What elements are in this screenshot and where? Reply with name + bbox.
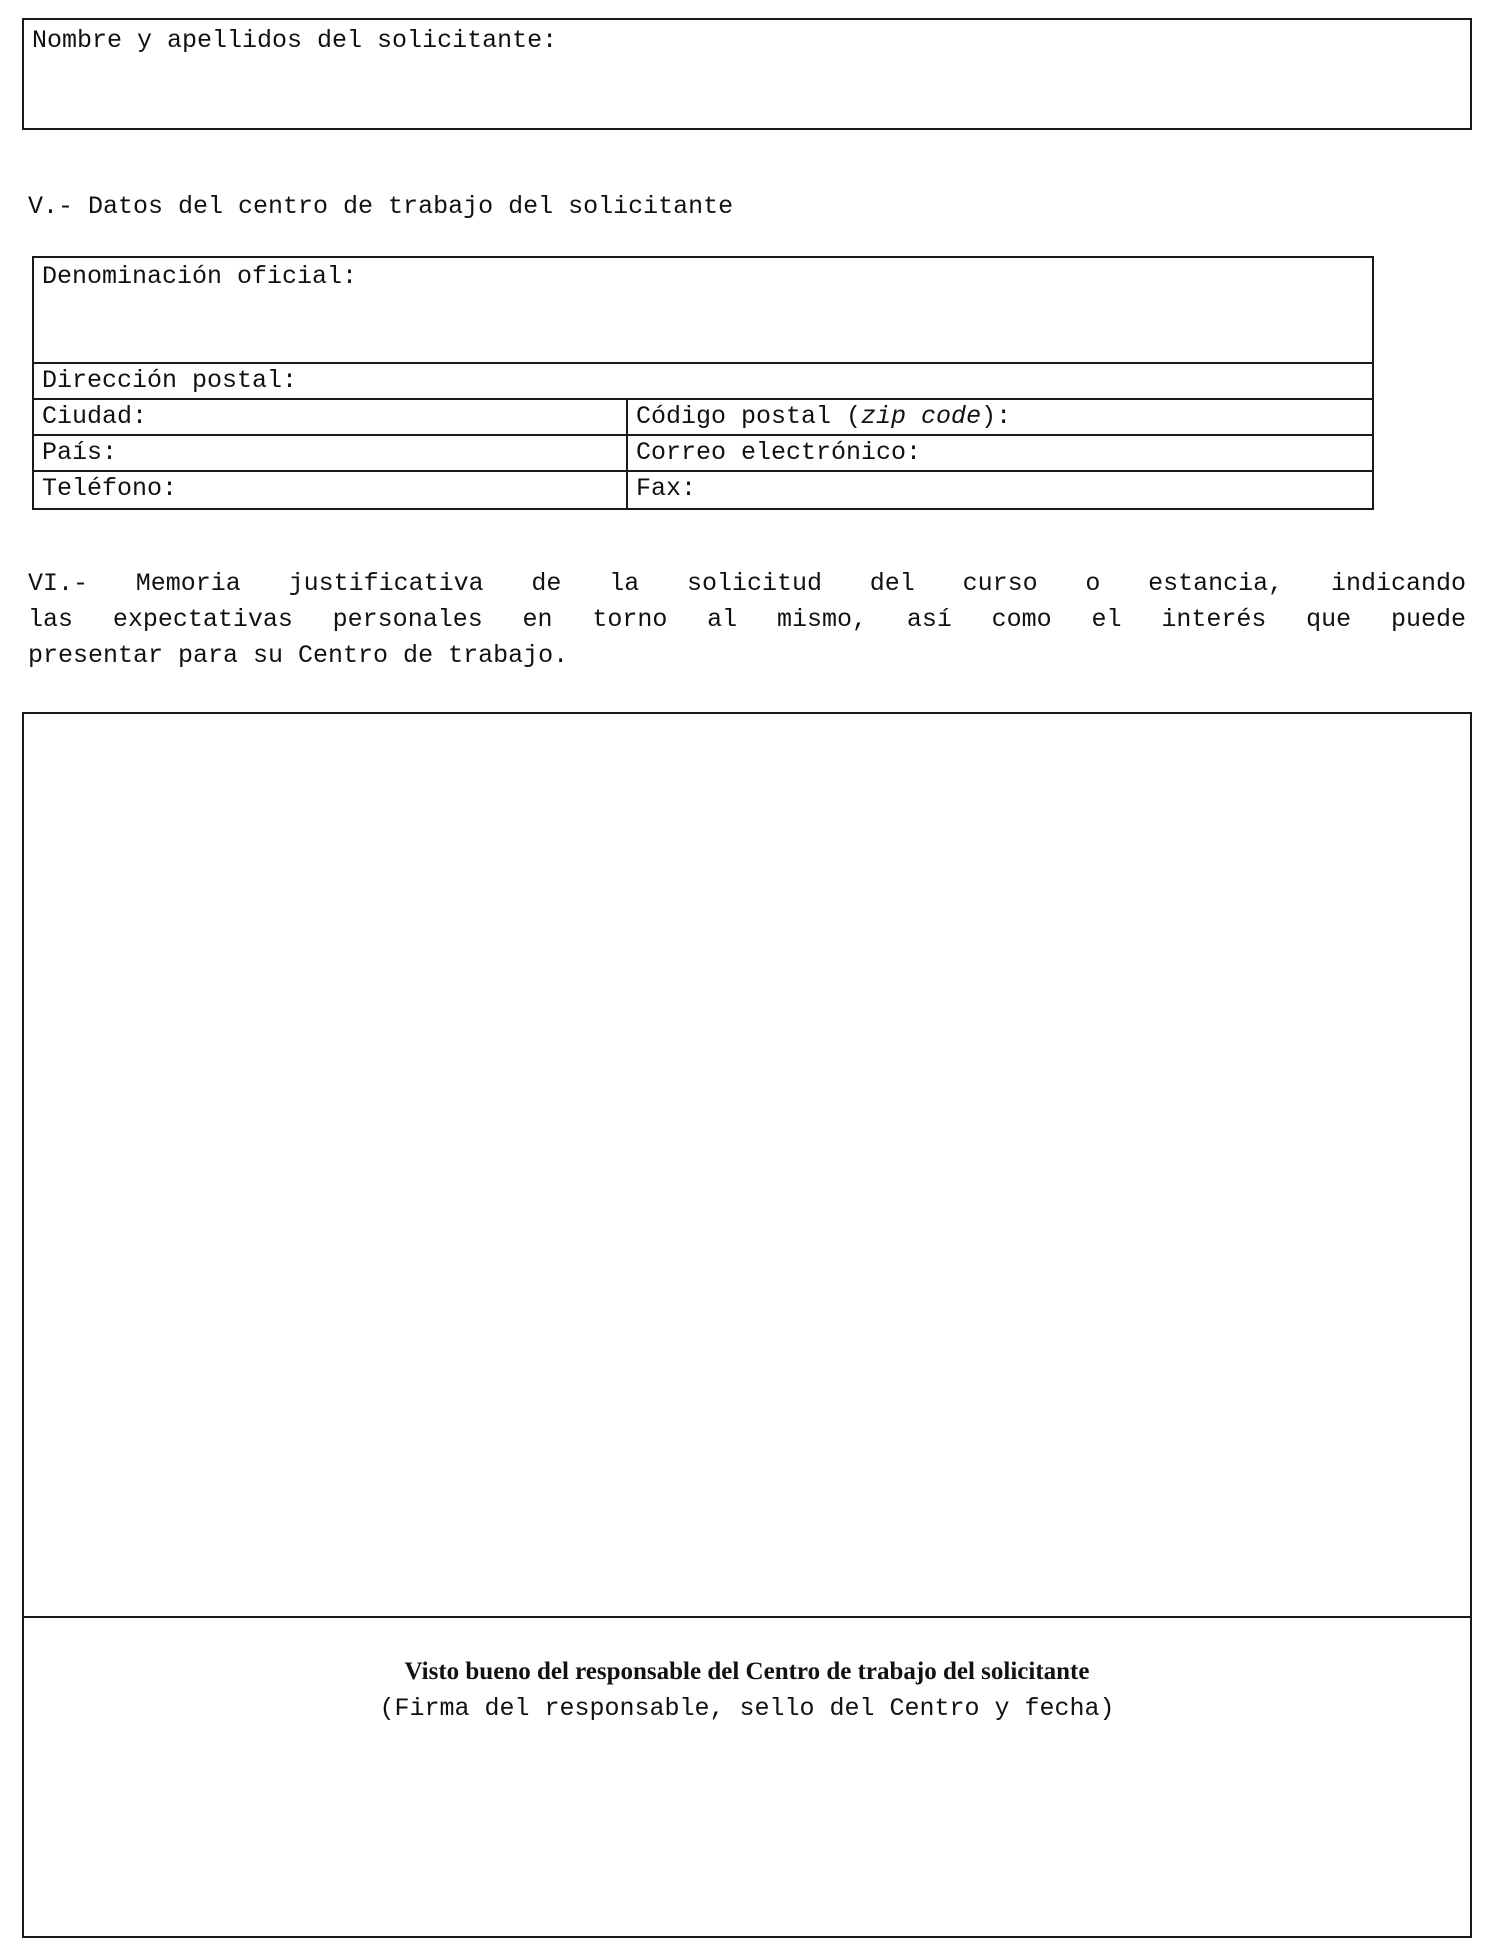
applicant-name-field[interactable] [22, 18, 1472, 130]
fax-field[interactable] [628, 472, 1372, 508]
ciudad-field[interactable] [34, 400, 626, 434]
section-vi-paragraph [28, 566, 1466, 674]
telefono-field[interactable] [34, 472, 626, 508]
approval-subtitle: (Firma del responsable, sello del Centro y fecha) [379, 1694, 1115, 1723]
codigo-postal-label: Código postal (zip code): [636, 402, 1012, 431]
direccion-label: Dirección postal: [42, 366, 298, 395]
denominacion-label: Denominación oficial: [42, 262, 358, 291]
ciudad-label: Ciudad: [42, 402, 148, 431]
pais-label: País: [42, 438, 118, 467]
denominacion-field[interactable] [34, 258, 1372, 362]
workplace-data-table [32, 256, 1374, 510]
section-vi-line-1: VI.- Memoria justificativa de la solicitud del curso o estancia, indicando [28, 569, 1466, 598]
applicant-name-label: Nombre y apellidos del solicitante: [32, 26, 558, 55]
approval-title: Visto bueno del responsable del Centro de trabajo del solicitante [404, 1658, 1090, 1685]
pais-field[interactable] [34, 436, 626, 470]
fax-label: Fax: [636, 474, 697, 503]
correo-field[interactable] [628, 436, 1372, 470]
section-vi-line-2: las expectativas personales en torno al mismo, así como el interés que puede [28, 605, 1466, 634]
section-vi-line-3: presentar para su Centro de trabajo. [28, 641, 569, 670]
column-divider [626, 398, 628, 508]
correo-label: Correo electrónico: [636, 438, 922, 467]
section-v-heading: V.- Datos del centro de trabajo del solicitante [28, 192, 734, 221]
telefono-label: Teléfono: [42, 474, 178, 503]
direccion-field[interactable] [34, 364, 1372, 398]
approval-signature-box[interactable] [22, 1616, 1472, 1938]
memoria-textarea[interactable] [22, 712, 1472, 1618]
codigo-postal-field[interactable] [628, 400, 1372, 434]
